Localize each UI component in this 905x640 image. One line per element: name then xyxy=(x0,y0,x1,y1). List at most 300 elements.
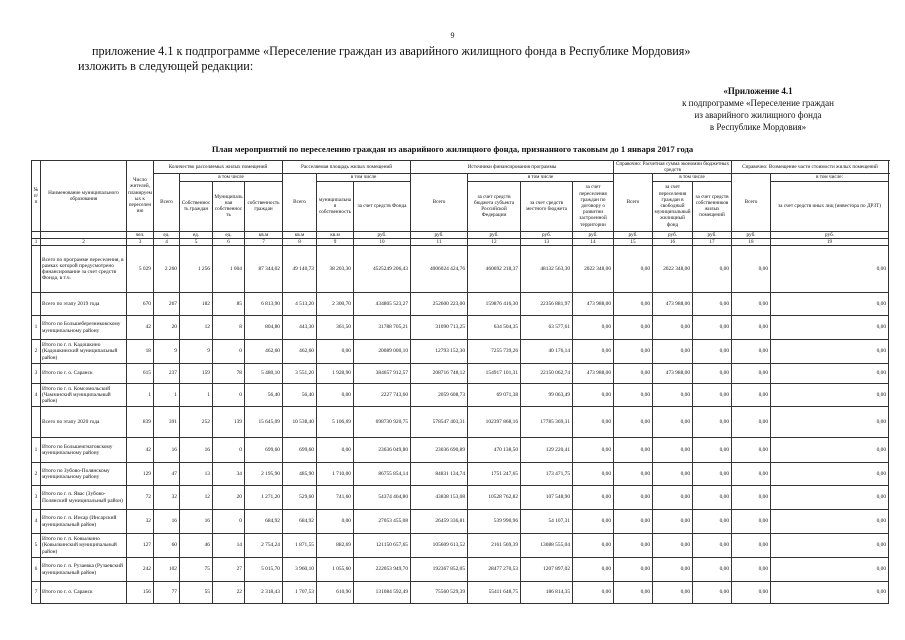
row-value: 0,00 xyxy=(653,558,693,582)
row-value: 0,00 xyxy=(771,510,889,534)
row-value: 12 xyxy=(180,486,213,510)
intro-line-2: изложить в следующей редакции: xyxy=(78,59,254,73)
row-value: 0,00 xyxy=(693,463,732,486)
row-value: 0,00 xyxy=(732,340,771,364)
row-value: 2 195,90 xyxy=(245,463,283,486)
header-rooms-mun: Муниципальная собственность xyxy=(213,181,245,231)
row-value: 54374 464,80 xyxy=(354,486,411,510)
row-number: 3 xyxy=(32,486,41,510)
row-value: 1 256 xyxy=(180,246,213,293)
row-value: 0,00 xyxy=(317,340,354,364)
row-value: 5 106,69 xyxy=(317,407,354,438)
unit-cell: ед. xyxy=(180,231,213,238)
intro-text xyxy=(78,44,858,74)
row-value: 267 xyxy=(154,293,180,316)
row-value: 99 063,49 xyxy=(521,384,573,407)
col-number: 11 xyxy=(411,238,468,245)
row-value: 9 xyxy=(180,340,213,364)
row-value: 4006024 424,76 xyxy=(411,246,468,293)
row-value: 26459 336,81 xyxy=(411,510,468,534)
row-value: 14 xyxy=(213,534,245,558)
row-value: 0,00 xyxy=(614,293,653,316)
header-sources-group: Источники финансирования программы xyxy=(411,161,614,174)
row-value: 0,00 xyxy=(732,293,771,316)
unit-cell: руб. xyxy=(521,231,573,238)
row-value: 0,00 xyxy=(693,582,732,604)
row-value: 0,00 xyxy=(732,534,771,558)
row-value: 69 071,38 xyxy=(468,384,521,407)
units-row xyxy=(32,231,889,238)
row-value: 5 029 xyxy=(127,246,154,293)
table-row xyxy=(32,293,889,316)
row-value: 32 xyxy=(154,486,180,510)
row-value: 0,00 xyxy=(653,340,693,364)
row-value: 473 988,00 xyxy=(653,364,693,384)
row-value: 27 xyxy=(213,558,245,582)
col-number: 5 xyxy=(180,238,213,245)
row-value: 0,00 xyxy=(732,510,771,534)
row-value: 1 055,60 xyxy=(317,558,354,582)
row-value: 8 xyxy=(213,316,245,340)
row-value: 7255 739,26 xyxy=(468,340,521,364)
row-value: 0 xyxy=(213,384,245,407)
unit-cell: кв.м xyxy=(245,231,283,238)
row-number: 7 xyxy=(32,582,41,604)
row-value: 9 xyxy=(154,340,180,364)
header-e2: за счет переселения граждан в свободный муниципальный жилищный фонд xyxy=(653,181,693,231)
row-value: 0,00 xyxy=(693,534,732,558)
row-name: Итого по г. п. Кадошкино (Кадошкинский муниципальный район) xyxy=(41,340,127,364)
row-name: Всего по этапу 2020 года xyxy=(41,407,127,438)
header-sources-total: Всего xyxy=(411,174,468,231)
row-value: 0,00 xyxy=(771,582,889,604)
row-value: 882,69 xyxy=(317,534,354,558)
row-value: 10528 762,82 xyxy=(468,486,521,510)
row-number: 2 xyxy=(32,340,41,364)
row-value: 0,00 xyxy=(573,438,614,463)
column-numbers-row xyxy=(32,238,889,245)
row-number: 6 xyxy=(32,558,41,582)
row-number xyxy=(32,407,41,438)
row-value: 127 xyxy=(127,534,154,558)
row-value: 78 xyxy=(213,364,245,384)
row-value: 839 xyxy=(127,407,154,438)
unit-cell: ед. xyxy=(213,231,245,238)
row-value: 634 504,35 xyxy=(468,316,521,340)
row-value: 0,00 xyxy=(573,463,614,486)
col-number: 10 xyxy=(354,238,411,245)
header-ref-econ: Справочно: Расчетная сумма экономии бюджетных средств xyxy=(614,161,732,174)
row-value: 0,00 xyxy=(573,558,614,582)
row-value: 0,00 xyxy=(573,582,614,604)
row-value: 1 710,00 xyxy=(317,463,354,486)
row-value: 0,00 xyxy=(693,316,732,340)
row-value: 0,00 xyxy=(614,463,653,486)
col-number: 13 xyxy=(521,238,573,245)
row-value: 1 004 xyxy=(213,246,245,293)
row-number xyxy=(32,293,41,316)
header-fund: за счет средств Фонда xyxy=(354,181,411,231)
row-value: 462,60 xyxy=(245,340,283,364)
col-number: 15 xyxy=(614,238,653,245)
row-value: 0,00 xyxy=(614,558,653,582)
header-rooms-own: Собственность граждан xyxy=(180,181,213,231)
row-value: 85 xyxy=(213,293,245,316)
col-number: 7 xyxy=(245,238,283,245)
header-area-group: Расселяемая площадь жилых помещений xyxy=(283,161,411,174)
row-value: 0,00 xyxy=(573,534,614,558)
row-value: 0,00 xyxy=(771,534,889,558)
row-value: 0,00 xyxy=(573,384,614,407)
appendix-line-3: в Республике Мордовия» xyxy=(709,122,807,132)
row-value: 55 xyxy=(180,582,213,604)
row-value: 741,60 xyxy=(317,486,354,510)
row-value: 0 xyxy=(213,438,245,463)
row-value: 473 988,00 xyxy=(573,293,614,316)
row-value: 47 xyxy=(154,463,180,486)
row-number: 2 xyxy=(32,463,41,486)
row-value: 0,00 xyxy=(693,340,732,364)
row-value: 0,00 xyxy=(732,463,771,486)
unit-cell: руб. xyxy=(468,231,521,238)
row-value: 107 548,90 xyxy=(521,486,573,510)
row-value: 0,00 xyxy=(614,438,653,463)
row-value: 539 990,96 xyxy=(468,510,521,534)
row-value: 0,00 xyxy=(771,558,889,582)
header-area-total: Всего xyxy=(283,174,317,231)
row-number: 4 xyxy=(32,510,41,534)
header-econ-total: Всего xyxy=(614,174,653,231)
row-value: 1 xyxy=(127,384,154,407)
row-value: 0,00 xyxy=(693,558,732,582)
row-value: 0,00 xyxy=(732,364,771,384)
row-value: 159 xyxy=(180,364,213,384)
col-number: 9 xyxy=(317,238,354,245)
row-value: 186 814,35 xyxy=(521,582,573,604)
row-name: Итого по г. о. Саранск xyxy=(41,364,127,384)
row-value: 485,90 xyxy=(283,463,317,486)
row-value: 2161 569,39 xyxy=(468,534,521,558)
row-value: 0,00 xyxy=(732,384,771,407)
table-row xyxy=(32,510,889,534)
table-row xyxy=(32,407,889,438)
row-value: 470 138,50 xyxy=(468,438,521,463)
row-value: 23636 049,80 xyxy=(354,438,411,463)
row-value: 0,00 xyxy=(614,534,653,558)
row-value: 1 871,55 xyxy=(283,534,317,558)
row-value: 3 960,10 xyxy=(283,558,317,582)
row-value: 5 015,70 xyxy=(245,558,283,582)
row-value: 670 xyxy=(127,293,154,316)
header-rb: за счет средств бюджета субъекта Российской Федерации xyxy=(468,181,521,231)
row-value: 31788 705,21 xyxy=(354,316,411,340)
row-value: 159876 416,30 xyxy=(468,293,521,316)
row-value: 72 xyxy=(127,486,154,510)
row-value: 54 107,31 xyxy=(521,510,573,534)
row-value: 0,00 xyxy=(732,438,771,463)
row-value: 3 551,20 xyxy=(283,364,317,384)
row-value: 434805 523,27 xyxy=(354,293,411,316)
unit-cell: кв.м xyxy=(317,231,354,238)
row-value: 1 xyxy=(154,384,180,407)
row-value: 0,00 xyxy=(614,486,653,510)
row-value: 804,80 xyxy=(245,316,283,340)
row-value: 237 xyxy=(154,364,180,384)
row-value: 0,00 xyxy=(614,340,653,364)
row-value: 5 480,10 xyxy=(245,364,283,384)
row-value: 16 xyxy=(180,510,213,534)
table-row xyxy=(32,246,889,293)
row-value: 49 140,73 xyxy=(283,246,317,293)
row-value: 1751 247,65 xyxy=(468,463,521,486)
row-value: 84831 134,74 xyxy=(411,463,468,486)
row-value: 252600 223,00 xyxy=(411,293,468,316)
row-value: 156 xyxy=(127,582,154,604)
row-value: 1207 897,02 xyxy=(521,558,573,582)
row-value: 20 xyxy=(154,316,180,340)
header-ref-refund: Справочно: Возмещение части стоимости жилых помещений xyxy=(732,161,889,174)
row-value: 16 xyxy=(180,438,213,463)
row-value: 42 xyxy=(127,438,154,463)
header-e1: за счет переселения граждан по договору о развитии застроенной территории xyxy=(573,181,614,231)
row-value: 63 577,61 xyxy=(521,316,573,340)
row-value: 242 xyxy=(127,558,154,582)
col-number: 17 xyxy=(693,238,732,245)
table-row xyxy=(32,463,889,486)
row-value: 0,00 xyxy=(573,510,614,534)
row-value: 42 xyxy=(127,316,154,340)
row-value: 77 xyxy=(154,582,180,604)
row-value: 0,00 xyxy=(693,510,732,534)
row-value: 462,60 xyxy=(283,340,317,364)
row-number xyxy=(32,246,41,293)
unit-cell: руб. xyxy=(411,231,468,238)
row-value: 208716 748,12 xyxy=(411,364,468,384)
row-value: 0,00 xyxy=(732,246,771,293)
row-name: Всего по программе переселения, в рамках которой предусмотрено финансирование за счет средств Фонда, в т.ч. xyxy=(41,246,127,293)
row-name: Итого по г. о. Саранск xyxy=(41,582,127,604)
row-value: 129 xyxy=(127,463,154,486)
row-name: Итого по Большеберезниковскому муниципальному району xyxy=(41,316,127,340)
header-refund-total: Всего xyxy=(732,174,771,231)
table-row xyxy=(32,316,889,340)
row-value: 0,00 xyxy=(693,293,732,316)
row-value: 0,00 xyxy=(614,364,653,384)
row-value: 2 300,70 xyxy=(317,293,354,316)
row-value: 0,00 xyxy=(573,486,614,510)
row-value: 0,00 xyxy=(693,246,732,293)
row-value: 0,00 xyxy=(573,407,614,438)
row-value: 252 xyxy=(180,407,213,438)
unit-cell: руб. xyxy=(693,231,732,238)
row-value: 75 xyxy=(180,558,213,582)
unit-cell: руб. xyxy=(354,231,411,238)
table-row xyxy=(32,364,889,384)
header-mb: за счет средств местного бюджета xyxy=(521,181,573,231)
row-value: 0,00 xyxy=(653,510,693,534)
row-value: 17785 369,31 xyxy=(521,407,573,438)
row-number: 1 xyxy=(32,316,41,340)
row-value: 0 xyxy=(213,510,245,534)
row-value: 222053 949,70 xyxy=(354,558,411,582)
row-value: 698730 920,75 xyxy=(354,407,411,438)
unit-cell: чел. xyxy=(127,231,154,238)
row-value: 0,00 xyxy=(693,486,732,510)
col-number: 14 xyxy=(573,238,614,245)
row-value: 0,00 xyxy=(614,246,653,293)
row-value: 48132 563,30 xyxy=(521,246,573,293)
col-number: 12 xyxy=(468,238,521,245)
row-value: 22150 062,74 xyxy=(521,364,573,384)
col-number: 8 xyxy=(283,238,317,245)
table-body xyxy=(32,246,889,604)
appendix-line-1: к подпрограмме «Переселение граждан xyxy=(682,98,834,108)
col-number: 6 xyxy=(213,238,245,245)
row-number: 1 xyxy=(32,438,41,463)
row-value: 0,00 xyxy=(317,510,354,534)
row-value: 361,50 xyxy=(317,316,354,340)
row-value: 0,00 xyxy=(653,534,693,558)
row-value: 22 xyxy=(213,582,245,604)
header-econ-incl: в том числе xyxy=(653,174,732,181)
row-value: 473 988,00 xyxy=(573,364,614,384)
table-row xyxy=(32,340,889,364)
row-name: Итого по г. п. Инсар (Инсарский муниципальный район) xyxy=(41,510,127,534)
row-value: 20089 000,10 xyxy=(354,340,411,364)
row-value: 46 xyxy=(180,534,213,558)
row-value: 12 xyxy=(180,316,213,340)
row-value: 192367 852,05 xyxy=(411,558,468,582)
row-value: 102 xyxy=(154,558,180,582)
row-value: 23036 690,89 xyxy=(411,438,468,463)
row-value: 2059 608,73 xyxy=(411,384,468,407)
row-value: 0,00 xyxy=(732,407,771,438)
header-rooms-group: Количество расселяемых жилых помещений xyxy=(154,161,283,174)
row-value: 34 xyxy=(213,463,245,486)
row-value: 0,00 xyxy=(614,384,653,407)
row-value: 0,00 xyxy=(573,316,614,340)
plan-table xyxy=(31,160,889,604)
row-value: 0,00 xyxy=(732,582,771,604)
row-value: 38 203,30 xyxy=(317,246,354,293)
row-value: 610,90 xyxy=(317,582,354,604)
row-value: 473 988,00 xyxy=(653,293,693,316)
header-area-own: собственность граждан xyxy=(245,181,283,231)
row-value: 2 318,43 xyxy=(245,582,283,604)
col-number: 16 xyxy=(653,238,693,245)
row-value: 0,00 xyxy=(653,384,693,407)
table-row xyxy=(32,558,889,582)
row-value: 0,00 xyxy=(771,438,889,463)
row-name: Всего по этапу 2019 года xyxy=(41,293,127,316)
intro-line-1: приложение 4.1 к подпрограмме «Переселение граждан из аварийного жилищного фонда в Республике Мордовия» xyxy=(92,44,691,58)
row-value: 578547 403,31 xyxy=(411,407,468,438)
row-value: 28477 270,53 xyxy=(468,558,521,582)
row-value: 173 471,75 xyxy=(521,463,573,486)
row-value: 87 344,02 xyxy=(245,246,283,293)
table-header xyxy=(32,161,889,246)
row-value: 0,00 xyxy=(653,582,693,604)
table-row xyxy=(32,384,889,407)
row-value: 0,00 xyxy=(771,384,889,407)
unit-cell: ед. xyxy=(154,231,180,238)
row-value: 0,00 xyxy=(732,486,771,510)
header-rooms-total: Всего xyxy=(154,174,180,231)
col-number: 2 xyxy=(41,238,127,245)
row-value: 2022 348,00 xyxy=(653,246,693,293)
header-r1: за счет средств собственников жилых помещений xyxy=(693,181,732,231)
row-value: 55411 648,75 xyxy=(468,582,521,604)
row-value: 56,40 xyxy=(245,384,283,407)
row-value: 0,00 xyxy=(614,510,653,534)
row-value: 0,00 xyxy=(693,438,732,463)
row-value: 102397 868,16 xyxy=(468,407,521,438)
row-value: 12793 152,30 xyxy=(411,340,468,364)
table-row xyxy=(32,438,889,463)
col-number: 1 xyxy=(32,238,41,245)
page-number: 9 xyxy=(450,31,455,40)
row-value: 384657 912,57 xyxy=(354,364,411,384)
row-name: Итого по г. п. Комсомольский (Чамзинский муниципальный район) xyxy=(41,384,127,407)
row-value: 0,00 xyxy=(317,438,354,463)
row-value: 0,00 xyxy=(771,463,889,486)
row-name: Итого по Большеигнатовскому муниципальному району xyxy=(41,438,127,463)
row-value: 16 xyxy=(154,438,180,463)
col-number: 4 xyxy=(154,238,180,245)
row-value: 0,00 xyxy=(771,316,889,340)
row-value: 529,60 xyxy=(283,486,317,510)
unit-cell: руб. xyxy=(573,231,614,238)
row-value: 13 xyxy=(180,463,213,486)
row-value: 139 xyxy=(213,407,245,438)
row-value: 60 xyxy=(154,534,180,558)
row-number: 3 xyxy=(32,364,41,384)
row-value: 27053 455,08 xyxy=(354,510,411,534)
row-name: Итого по г. п. Ковылкино (Ковылкинский муниципальный район) xyxy=(41,534,127,558)
row-value: 0,00 xyxy=(653,463,693,486)
row-value: 4525249 206,43 xyxy=(354,246,411,293)
row-value: 0,00 xyxy=(732,316,771,340)
row-value: 0,00 xyxy=(614,407,653,438)
plan-title: План мероприятий по переселению граждан из аварийного жилищного фонда, признанного таковым до 1 января 2017 года xyxy=(211,144,694,154)
row-value: 0,00 xyxy=(693,364,732,384)
row-name: Итого по г. п. Явас (Зубово-Полянский муниципальный район) xyxy=(41,486,127,510)
row-value: 0,00 xyxy=(771,340,889,364)
row-value: 0,00 xyxy=(771,486,889,510)
row-value: 0,00 xyxy=(771,246,889,293)
unit-cell: руб. xyxy=(614,231,653,238)
row-value: 22356 881,97 xyxy=(521,293,573,316)
row-value: 0,00 xyxy=(693,407,732,438)
row-number: 4 xyxy=(32,384,41,407)
row-value: 129 220,41 xyxy=(521,438,573,463)
appendix-line-2: из аварийного жилищного фонда xyxy=(694,110,822,120)
row-value: 2227 743,60 xyxy=(354,384,411,407)
row-value: 15 645,09 xyxy=(245,407,283,438)
row-value: 10 538,40 xyxy=(283,407,317,438)
appendix-title: «Приложение 4.1 xyxy=(723,86,793,96)
row-value: 121150 657,65 xyxy=(354,534,411,558)
row-value: 0,00 xyxy=(653,486,693,510)
unit-cell: руб. xyxy=(732,231,771,238)
row-name: Итого по г. п. Рузаевка (Рузаевский муниципальный район) xyxy=(41,558,127,582)
row-number: 5 xyxy=(32,534,41,558)
row-value: 0,00 xyxy=(693,384,732,407)
header-rooms-incl: в том числе xyxy=(180,174,283,181)
header-name: Наименование муниципального образования xyxy=(41,161,127,232)
unit-cell: руб. xyxy=(653,231,693,238)
plan-table-wrapper xyxy=(31,160,888,604)
